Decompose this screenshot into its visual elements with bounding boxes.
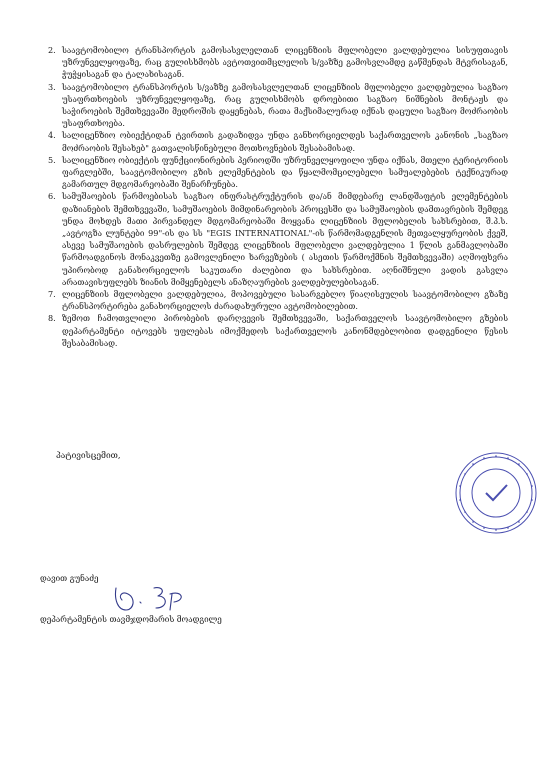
item-text: სალიცენზიო ობიექტიდან ტვირთის გადაზიდვა უნდა განხორციელდეს საქართველოს კანონის „საგზაო მოძრაობის შესახებ" გათვალისწინებული მოთხოვნების შესაბამისად. [62,130,508,153]
item-number: 7. [48,289,56,300]
list-item [48,190,508,288]
signer-title: დეპარტამენტის თავმჯდომარის მოადგილე [40,614,222,624]
list-item [48,288,508,312]
item-text: ზემოთ ჩამოთვლილი პირობების დარღვევის შემთხვევაში, საქართველოს საავტომობილო გზების დეპარტამენტი იტოვებს უფლებას იმოქმედოს საქართველოს კანონმდებლობით დადგენილი წესის შესაბამისად. [62,313,508,348]
list-item [48,81,508,130]
item-number: 4. [48,130,56,141]
closing-salutation: პატივისცემით, [56,450,121,460]
list-item [48,129,508,153]
list-item [48,44,508,81]
official-seal-stamp [453,450,539,536]
conditions-list [48,44,508,349]
item-number: 8. [48,313,56,324]
item-number: 6. [48,191,56,202]
item-number: 5. [48,154,56,165]
item-number: 3. [48,81,56,92]
item-text: ლიცენზიის მფლობელი ვალდებულია, მოპოვებული სასარგებლო წიაღისეულის საავტომობილო გზაზე ტრანსპორტირება განახორციელოს ძარადახურული ავტომობილებით. [62,289,508,312]
list-item [48,154,508,191]
list-item [48,312,508,349]
item-text: საავტომობილო ტრანსპორტის ს/ვაზზე გამოსასვლელთან ლიცენზიის მფლობელი ვალდებულია საგზაო უსაფრთხოების უზრუნველყოფაზე, რაც გულისხმობს დროებითი საგზაო ნიშნების მონტაჟს და საჭიროების შემთხვევაში მედროშის დაყენებას, რათა მაქსიმალურად იქნას დაცული საგზაო მოძრაობის უსაფრთხოება. [62,81,508,129]
item-number: 2. [48,45,56,55]
item-text: საავტომობილო ტრანსპორტის გამოსასვლელთან ლიცენზიის მფლობელი ვალდებულია სისუფთავის უზრუნველყოფაზე, რაც გულისხმობს ავტოთვითმცლელის ს/ვაზზე გამოსვლამდე გაწმენდას მტვრისაგან, ჭუჭყისაგან და ტალახისაგან. [62,45,508,80]
handwritten-signature [110,580,190,616]
signer-name: დავით გუნაძე [40,573,99,583]
item-text: სამუშაოების წარმოებისას საგზაო ინფრასტრუქტურის და/ან მიმდებარე ლანდშაფტის ელემენტების დაზიანების შემთხვევაში, სამუშაოების მიმდინარეობის პროცესში და სამუშაოების დამთავრების შემდეგ უნდა მოხდეს მათი პირვანდელ მდგომარეობაში მოყვანა ლიცენზიის მფლობელის სახსრებით, შ.პ.ს. „ავტოგზა ლუნტები 99"-ის და სს "EGIS INTERNATIONAL"-ის წარმომადგენლის მეთვალყურეობის ქვეშ, ასევე სამუშაოების დასრულების შემდეგ ლიცენზიის მფლობელი ვალდებულია 1 წლის განმავლობაში წარმოადგინოს მონაკვეთზე გამოვლენილი ხარვეზების ( ასეთის წარმოქმნის შემთხვევაში) აღმოფხვრა უპირობოდ განახორციელოს საკუთარი ძალებით და სახსრებით. აღნიშნული ვადის გასვლა არათავისუფლებს ზიანის მიმყენებელს ანაზღაურების ვალდებულებისაგან. [62,191,508,287]
item-text: სალიცენზიო ობიექტის ფუნქციონირების პერიოდში უზრუნველყოფილი უნდა იქნას, მთელი ტერიტორიის ფარგლებში, საავტომობილო გზის ელემენტების და წყალმომცილებელი სამუალებების ტექნიკურად გამართულ მდგომარეობაში შენარჩუნება. [62,154,508,190]
